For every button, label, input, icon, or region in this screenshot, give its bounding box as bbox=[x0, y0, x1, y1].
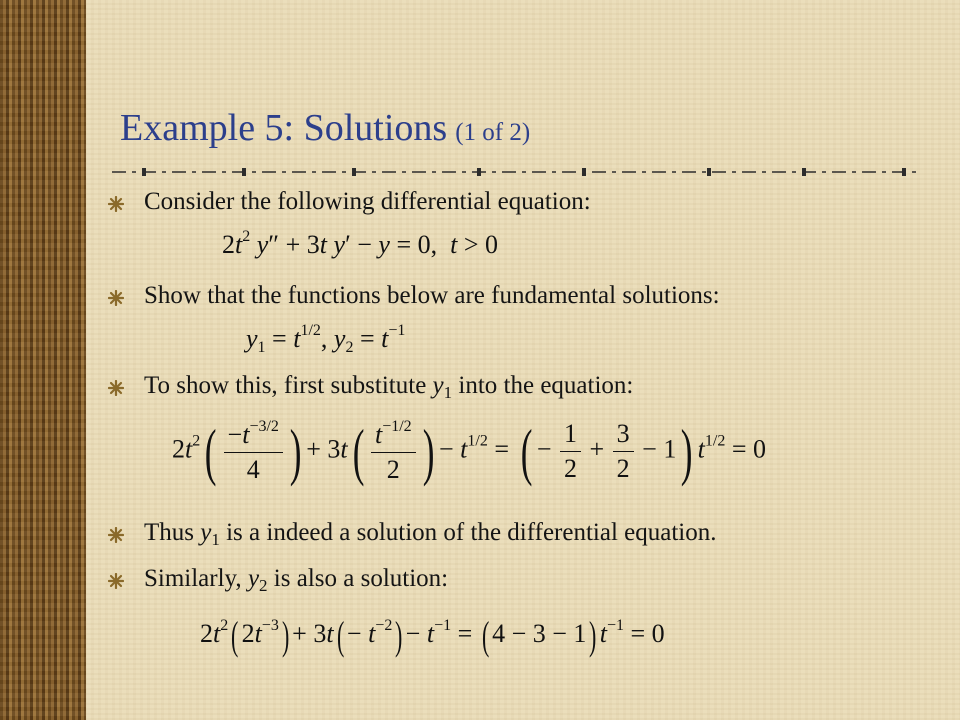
equation-substitution-y1: $2t^2$( $\frac{-t^{-3/2}}{4}$ ) + 3t( $\frac{t^{-1/2}}{2}$ ) − $t^{1/2}$ = ( − $\frac{1}{2}$ + $\frac{3}{2}$ − 1) $t^{1/2} = 0$ bbox=[172, 415, 766, 487]
title-sub: (1 of 2) bbox=[455, 119, 531, 146]
bullet-icon bbox=[108, 290, 124, 306]
bullet-text-5 bbox=[144, 565, 448, 596]
subscript: 1 bbox=[443, 383, 453, 402]
slide-title bbox=[120, 106, 530, 150]
variable-y: y bbox=[200, 519, 212, 546]
bullet-icon bbox=[108, 380, 124, 396]
text-fragment: Thus bbox=[144, 519, 201, 546]
title-main: Example 5: Solutions bbox=[120, 107, 448, 149]
bullet-text-1: Consider the following differential equation: bbox=[144, 188, 591, 215]
bullet-text-4 bbox=[144, 519, 716, 550]
text-fragment: To show this, first substitute bbox=[144, 372, 433, 399]
equation-solutions: $y_1 = t^{1/2}$, $y_2 = t^{-1}$ bbox=[246, 322, 406, 356]
dashed-divider bbox=[112, 160, 922, 184]
bullet-icon bbox=[108, 573, 124, 589]
subscript: 1 bbox=[211, 530, 220, 549]
equation-ode: $2t^2$ y″ + 3t y′ − y = 0, t > 0 bbox=[222, 228, 499, 259]
variable-y: y bbox=[432, 372, 444, 399]
text-fragment: is a indeed a solution of the differential equation. bbox=[219, 519, 717, 546]
subscript: 2 bbox=[259, 576, 268, 595]
variable-y: y bbox=[247, 565, 260, 592]
text-fragment: Similarly, bbox=[144, 565, 248, 592]
text-fragment: is also a solution: bbox=[267, 565, 449, 592]
bullet-text-2: Show that the functions below are fundamental solutions: bbox=[144, 282, 720, 309]
text-fragment: into the equation: bbox=[452, 372, 634, 399]
bullet-icon bbox=[108, 527, 124, 543]
bullet-text-3 bbox=[144, 372, 633, 403]
equation-substitution-y2: $2t^2$( $2t^{-3}) + 3t( - t^{-2}) - t^{-1}$ = ( 4 − 3 − 1) $t^{-1} = 0$ bbox=[200, 613, 665, 658]
bullet-icon bbox=[108, 196, 124, 212]
wood-texture-sidebar bbox=[0, 0, 86, 720]
